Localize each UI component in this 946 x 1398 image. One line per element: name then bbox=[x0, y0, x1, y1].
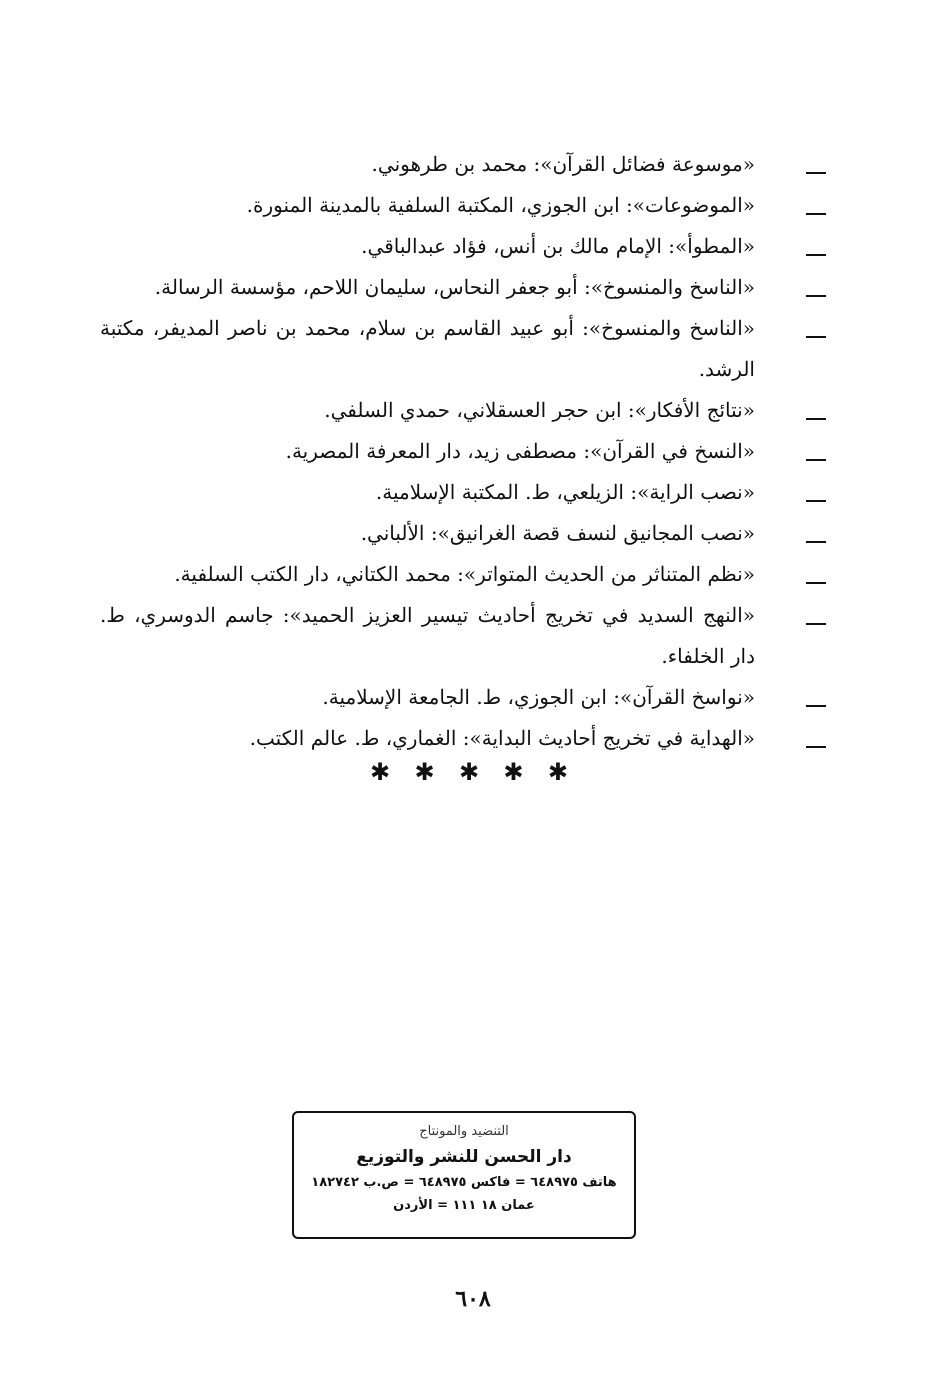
reference-text: «نتائج الأفكار»: ابن حجر العسقلاني، حمدي السلفي. bbox=[324, 398, 755, 422]
reference-text: «نواسخ القرآن»: ابن الجوزي، ط. الجامعة الإسلامية. bbox=[322, 685, 755, 709]
list-dash bbox=[806, 431, 826, 472]
reference-text: «الهداية في تخريج أحاديث البداية»: الغماري، ط. عالم الكتب. bbox=[249, 726, 755, 750]
list-dash bbox=[806, 144, 826, 185]
reference-item bbox=[100, 718, 840, 759]
reference-item bbox=[100, 308, 840, 390]
list-dash bbox=[806, 226, 826, 267]
reference-item bbox=[100, 472, 840, 513]
list-dash bbox=[806, 308, 826, 349]
reference-item bbox=[100, 595, 840, 677]
list-dash bbox=[806, 390, 826, 431]
reference-text: «النهج السديد في تخريج أحاديث تيسير العزيز الحميد»: جاسم الدوسري، ط. دار الخلفاء. bbox=[100, 603, 755, 668]
reference-text: «الموضوعات»: ابن الجوزي، المكتبة السلفية بالمدينة المنورة. bbox=[246, 193, 755, 217]
reference-text: «نصب الراية»: الزيلعي، ط. المكتبة الإسلامية. bbox=[375, 480, 755, 504]
publisher-box bbox=[292, 1111, 636, 1239]
list-dash bbox=[806, 513, 826, 554]
reference-text: «المطوأ»: الإمام مالك بن أنس، فؤاد عبدالباقي. bbox=[361, 234, 755, 258]
list-dash bbox=[806, 718, 826, 759]
publisher-name: دار الحسن للنشر والتوزيع bbox=[356, 1147, 572, 1167]
reference-item bbox=[100, 390, 840, 431]
list-dash bbox=[806, 554, 826, 595]
publisher-contact: هاتف ٦٤٨٩٧٥ = فاكس ٦٤٨٩٧٥ = ص.ب ١٨٢٧٤٢ bbox=[311, 1175, 617, 1190]
list-dash bbox=[806, 595, 826, 636]
list-dash bbox=[806, 677, 826, 718]
reference-text: «نصب المجانيق لنسف قصة الغرانيق»: الألباني. bbox=[360, 521, 755, 545]
reference-text: «موسوعة فضائل القرآن»: محمد بن طرهوني. bbox=[371, 152, 755, 176]
list-dash bbox=[806, 472, 826, 513]
reference-item bbox=[100, 144, 840, 185]
reference-text: «الناسخ والمنسوخ»: أبو عبيد القاسم بن سلام، محمد بن ناصر المديفر، مكتبة الرشد. bbox=[100, 316, 755, 381]
typesetting-caption: التنضيد والمونتاج bbox=[419, 1124, 509, 1139]
list-dash bbox=[806, 267, 826, 308]
reference-item bbox=[100, 185, 840, 226]
list-dash bbox=[806, 185, 826, 226]
publisher-address: عمان ١٨ ١١١ = الأردن bbox=[393, 1198, 535, 1213]
reference-text: «الناسخ والمنسوخ»: أبو جعفر النحاس، سليمان اللاحم، مؤسسة الرسالة. bbox=[154, 275, 755, 299]
reference-item bbox=[100, 431, 840, 472]
reference-item bbox=[100, 554, 840, 595]
reference-item bbox=[100, 226, 840, 267]
reference-list bbox=[100, 144, 840, 759]
reference-item bbox=[100, 677, 840, 718]
reference-text: «النسخ في القرآن»: مصطفى زيد، دار المعرفة المصرية. bbox=[285, 439, 755, 463]
reference-item bbox=[100, 513, 840, 554]
section-separator: ✱ ✱ ✱ ✱ ✱ bbox=[370, 758, 576, 786]
reference-text: «نظم المتناثر من الحديث المتواتر»: محمد الكتاني، دار الكتب السلفية. bbox=[174, 562, 755, 586]
reference-item bbox=[100, 267, 840, 308]
page-number: ٦٠٨ bbox=[455, 1286, 491, 1312]
